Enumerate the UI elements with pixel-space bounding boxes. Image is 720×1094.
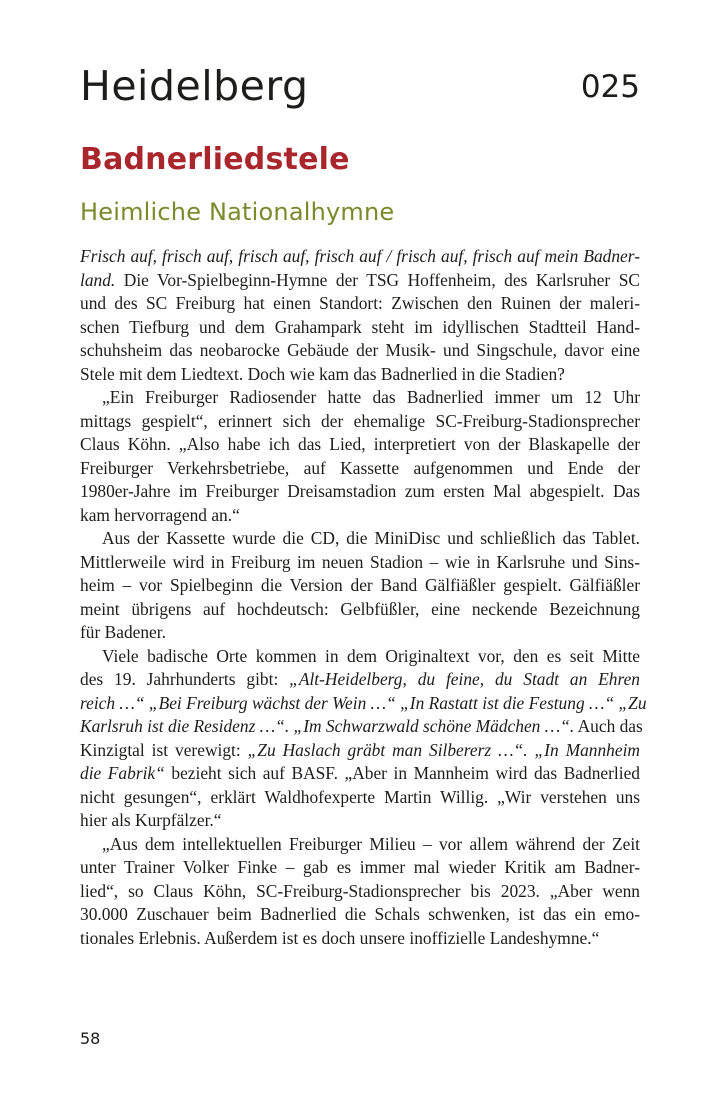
text-segment: für Badener.: [80, 622, 166, 642]
text-segment: lied“, so Claus Köhn, SC-Freiburg-Stadionsprecher bis 2023. „Aber wenn: [80, 880, 640, 901]
text-line: [80, 316, 640, 340]
text-segment: heim – vor Spielbeginn die Version der Band Gälfiäßler gespielt. Gälfiäßler: [80, 575, 640, 595]
text-line: [80, 245, 640, 269]
text-segment: Viele badische Orte kommen in dem Originaltext vor, den es seit Mitte: [102, 645, 640, 666]
text-segment: Kinzigtal ist verewigt:: [80, 739, 248, 760]
text-line: [80, 668, 640, 692]
text-segment: Mittlerweile wird in Freiburg im neuen Stadion – wie in Karlsruhe und Sins-: [80, 551, 640, 572]
text-line: [80, 692, 647, 716]
italic-segment: „Alt-Heidelberg, du feine, du Stadt an Ehren: [289, 669, 640, 689]
text-segment: Stele mit dem Liedtext. Doch wie kam das Badnerlied in die Stadien?: [80, 363, 565, 384]
text-line: [80, 833, 640, 857]
text-segment: mittags gespielt“, erinnert sich der ehemalige SC-Freiburg-Stadionsprecher: [80, 410, 640, 431]
text-line: [80, 433, 640, 457]
entry-number: 025: [580, 69, 640, 105]
text-line: [80, 480, 640, 504]
text-segment: 1980er-Jahre im Freiburger Dreisamstadion zum ersten Mal abgespielt. Das: [80, 481, 640, 501]
text-line: [80, 903, 640, 927]
text-segment: „Ein Freiburger Radiosender hatte das Badnerlied immer um 12 Uhr: [102, 387, 640, 407]
italic-segment: reich …“ „Bei Freiburg wächst der Wein …“ „In Rastatt ist die Festung …“ „Zu: [80, 692, 647, 713]
text-line: [80, 363, 640, 387]
text-segment: Claus Köhn. „Also habe ich das Lied, interpretiert von der Blaskapelle der: [80, 434, 640, 454]
text-segment: Die Vor-Spielbeginn-Hymne der TSG Hoffenheim, des Karlsruher SC: [115, 269, 640, 290]
text-segment: 30.000 Zuschauer beim Badnerlied die Schals schwenken, ist das ein emo-: [80, 904, 640, 924]
text-segment: kam hervorragend an.“: [80, 504, 240, 525]
text-line: [80, 504, 640, 528]
text-line: [80, 551, 640, 575]
page-number: 58: [80, 1029, 101, 1048]
text-segment: Aus der Kassette wurde die CD, die MiniDisc und schließlich das Tablet.: [102, 528, 640, 548]
text-segment: bezieht sich auf BASF. „Aber in Mannheim wird das Badnerlied: [164, 763, 640, 783]
italic-segment: Karlsruh ist die Residenz …“. „Im Schwarzwald schöne Mädchen …“.: [80, 716, 575, 736]
text-line: [80, 786, 640, 810]
italic-segment: die Fabrik“: [80, 763, 165, 783]
text-segment: schuhsheim das neobarocke Gebäude der Musik- und Singschule, davor eine: [80, 340, 640, 360]
text-line: [80, 856, 640, 880]
text-line: [80, 527, 640, 551]
text-line: [80, 715, 643, 739]
text-line: [80, 574, 640, 598]
text-segment: hier als Kurpfälzer.“: [80, 810, 222, 830]
text-line: [80, 410, 640, 434]
text-segment: unter Trainer Volker Finke – gab es immer mal wieder Kritik am Badner-: [80, 857, 640, 877]
text-line: [80, 739, 640, 763]
text-line: [80, 809, 640, 833]
body-text: [80, 245, 647, 950]
text-line: [80, 269, 640, 293]
text-segment: „Aus dem intellektuellen Freiburger Milieu – vor allem während der Zeit: [102, 833, 640, 854]
article-title: Badnerliedstele: [80, 142, 350, 177]
text-segment: und des SC Freiburg hat einen Standort: Zwischen den Ruinen der maleri-: [80, 293, 640, 313]
text-line: [80, 645, 640, 669]
text-line: [80, 598, 640, 622]
text-segment: meint übrigens auf hochdeutsch: Gelbfüßler, eine neckende Bezeichnung: [80, 598, 640, 619]
text-segment: Auch das: [574, 716, 643, 736]
italic-segment: „Zu Haslach gräbt man Silbererz …“. „In Mannheim: [247, 739, 640, 760]
city-heading: Heidelberg: [80, 62, 309, 110]
text-segment: des 19. Jahrhunderts gibt:: [80, 669, 290, 689]
text-segment: schen Tiefburg und dem Grahampark steht im idyllischen Stadtteil Hand-: [80, 316, 640, 337]
italic-segment: Frisch auf, frisch auf, frisch auf, frisch auf / frisch auf, frisch auf mein Badner-: [80, 246, 640, 266]
text-line: [80, 762, 640, 786]
text-line: [80, 621, 640, 645]
text-line: [80, 386, 640, 410]
text-line: [80, 457, 640, 481]
text-line: [80, 339, 640, 363]
text-line: [80, 292, 640, 316]
italic-segment: land.: [80, 269, 116, 290]
text-segment: nicht gesungen“, erklärt Waldhofexperte Martin Willig. „Wir verstehen uns: [80, 786, 640, 807]
text-segment: tionales Erlebnis. Außerdem ist es doch unsere inoffizielle Landeshymne.“: [80, 927, 600, 948]
text-segment: Freiburger Verkehrsbetriebe, auf Kassette aufgenommen und Ende der: [80, 457, 640, 478]
text-line: [80, 927, 640, 951]
page-header: [80, 62, 640, 126]
article-subtitle: Heimliche Nationalhymne: [80, 198, 395, 226]
text-line: [80, 880, 640, 904]
